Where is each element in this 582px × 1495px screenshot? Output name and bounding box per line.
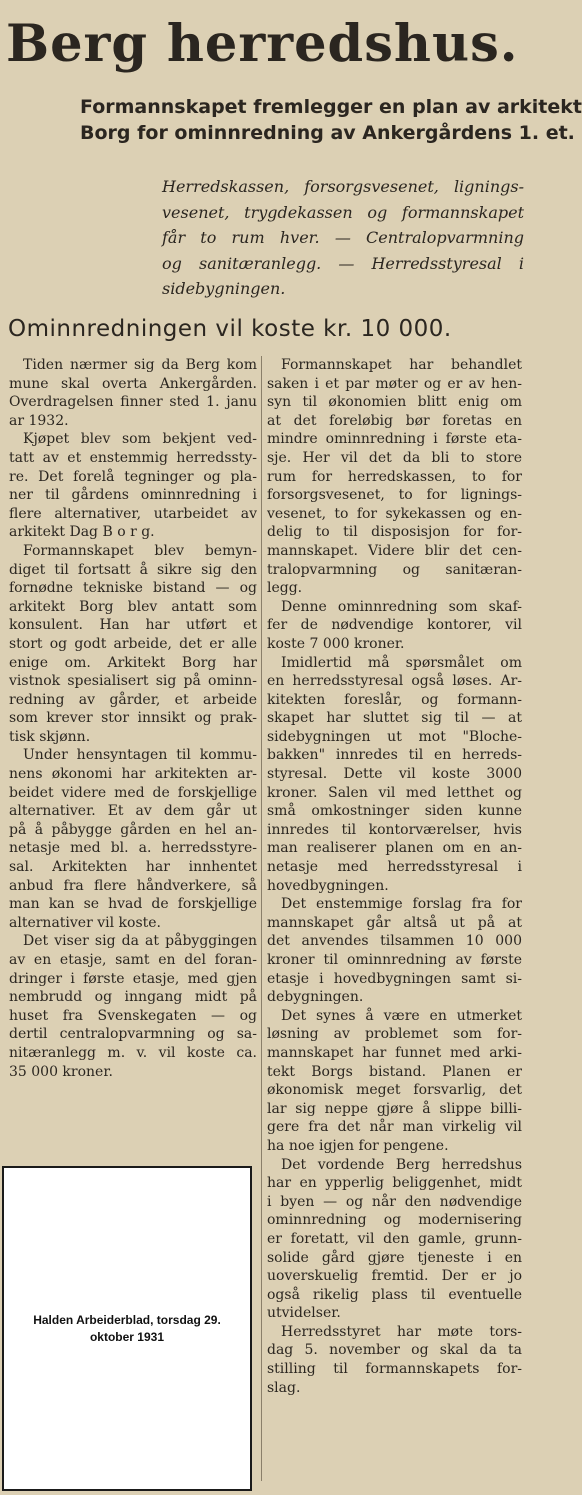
article-line: huset fra Svenskegaten — og: [9, 1007, 257, 1024]
article-line: slag.: [267, 1379, 301, 1396]
article-line: har en ypperlig beliggenhet, midt: [267, 1175, 522, 1192]
article-line: Det synes å være en utmerket: [281, 1007, 522, 1024]
article-line: mannskapet har funnet med arki-: [267, 1044, 522, 1061]
article-line: man realiserer planen om en an-: [267, 840, 522, 857]
article-line: ar 1932.: [9, 412, 69, 429]
article-line: forsorgsvesenet, to for lignings-: [267, 487, 522, 504]
article-line: arkitekt Dag B o r g.: [9, 524, 155, 541]
source-caption-box: [2, 1166, 252, 1491]
article-line: kitekten foreslår, og formann-: [267, 691, 522, 708]
article-line: koste 7 000 kroner.: [267, 635, 405, 652]
article-line: hovedbygningen.: [267, 877, 389, 894]
article-line: økonomisk meget forsvarlig, det: [267, 1082, 522, 1099]
column-divider: [261, 356, 262, 1481]
article-line: Imidlertid må spørsmålet om: [281, 654, 522, 671]
article-line: syn til økonomien blitt enig om: [267, 394, 522, 411]
intro-line: Herredskassen, forsorgsvesenet, lignings-: [162, 177, 524, 196]
article-line: nembrudd og inngang midt på: [9, 989, 257, 1006]
source-caption: Halden Arbeiderblad, torsdag 29. oktober 1931: [33, 1312, 221, 1344]
article-line: alternativer. Et av dem går ut: [9, 803, 257, 820]
article-line: Herredsstyret har møte tors-: [281, 1323, 522, 1340]
intro-line: og sanitæranlegg. — Herredsstyresal i: [162, 253, 524, 273]
article-line: dag 5. november og skal da ta: [267, 1342, 522, 1359]
article-line: fornødne tekniske bistand — og: [9, 580, 257, 597]
article-line: kroner til ominnredning av første: [267, 952, 522, 968]
article-line: Denne ominnredning som skaf-: [281, 598, 522, 615]
article-line: man kan se hvad de forskjellige: [9, 896, 257, 913]
article-line: diget til fortsatt å sikre sig den: [9, 561, 257, 578]
article-line: Det viser sig da at påbyggingen: [23, 933, 257, 950]
article-line: flere alternativer, utarbeidet av: [9, 505, 257, 522]
article-line: anbud fra flere håndverkere, så: [9, 877, 257, 894]
sub-headline-line: Borg for ominnredning av Ankergårdens 1. et.: [80, 122, 575, 144]
intro-line: vesenet, trygdekassen og formannskapet: [162, 202, 524, 222]
article-line: løsning av problemet som for-: [267, 1026, 522, 1043]
intro-line: sidebygningen.: [162, 279, 286, 298]
article-line: 35 000 kroner.: [9, 1063, 113, 1080]
article-line: vesenet, to for sykekassen og en-: [267, 505, 522, 522]
article-line: netasje med bl. a. herredsstyre-: [9, 840, 257, 857]
article-line: arkitekt Borg blev antatt som: [9, 598, 257, 615]
article-line: sal. Arkitekten har innhentet: [9, 859, 257, 876]
article-line: er foretatt, vil den gamle, grunn-: [267, 1230, 522, 1247]
article-line: ominnredning og modernisering: [267, 1212, 522, 1229]
article-line: etasje i hovedbygningen samt si-: [267, 970, 522, 987]
article-line: uoverskuelig fremtid. Der er jo: [267, 1268, 522, 1285]
article-line: mindre ominnredning i første eta-: [267, 431, 522, 448]
article-line: solide gård gjøre tjeneste i en: [267, 1249, 522, 1266]
article-line: dertil centralopvarmning og sa-: [9, 1026, 257, 1043]
article-line: tatt av et enstemmig herredssty-: [9, 449, 257, 466]
article-line: innredes til kontorværelser, hvis: [267, 821, 522, 838]
article-line: som krever stor innsikt og prak-: [9, 710, 257, 727]
article-line: i byen — og når den nødvendige: [267, 1193, 522, 1210]
article-line: av en etasje, samt en del foran-: [9, 952, 257, 968]
article-line: Det enstemmige forslag fra for: [281, 896, 522, 913]
article-line: Under hensyntagen til kommu-: [23, 747, 257, 764]
article-line: Formannskapet blev bemyn-: [23, 542, 257, 559]
article-line: sidebygningen ut mot "Bloche-: [267, 728, 522, 745]
article-column-right: [267, 356, 522, 1397]
article-line: utvidelser.: [267, 1305, 341, 1322]
article-line: lar sig neppe gjøre å slippe billi-: [267, 1100, 522, 1117]
article-line: små omkostninger siden kunne: [267, 803, 522, 820]
article-line: ha noe igjen for pengene.: [267, 1137, 449, 1154]
article-line: styresal. Dette vil koste 3000: [267, 766, 522, 783]
article-line: bakken" innredes til en herreds-: [267, 747, 522, 764]
article-line: re. Det forelå tegninger og pla-: [9, 468, 257, 485]
article-line: vistnok spesialisert sig på ominn-: [9, 673, 257, 690]
article-line: saken i et par møter og er av hen-: [267, 375, 522, 392]
cost-headline: Ominnredningen vil koste kr. 10 000.: [8, 316, 452, 342]
article-line: legg.: [267, 580, 303, 597]
article-column-left: [9, 356, 257, 1081]
article-line: det anvendes tilsammen 10 000: [267, 933, 522, 950]
article-line: Kjøpet blev som bekjent ved-: [23, 431, 257, 448]
article-line: en herredsstyresal også løses. Ar-: [267, 673, 522, 690]
article-line: delig to til disposisjon for for-: [267, 524, 522, 541]
article-line: mannskapet går altså ut på at: [267, 914, 522, 931]
article-line: Formannskapet har behandlet: [281, 357, 522, 373]
article-line: fer de nødvendige kontorer, vil: [267, 617, 522, 634]
article-line: ner til gårdens ominnredning i: [9, 487, 257, 504]
article-line: skapet har sluttet sig til — at: [267, 710, 522, 727]
article-line: Det vordende Berg herredshus: [281, 1156, 522, 1173]
article-line: Overdragelsen finner sted 1. janu: [9, 394, 257, 411]
intro-summary: [162, 174, 524, 302]
sub-headline-line: Formannskapet fremlegger en plan av arkitekt: [80, 96, 582, 118]
sub-headline: [80, 94, 582, 146]
article-line: redning av gårder, et arbeide: [9, 691, 257, 708]
article-line: at det foreløbig bør foretas en: [267, 412, 522, 429]
article-line: konsulent. Han har utført et: [9, 617, 257, 634]
headline: Berg herredshus.: [6, 14, 519, 74]
intro-line: får to rum hver. — Centralopvarmning: [162, 228, 524, 247]
article-line: kroner. Salen vil med letthet og: [267, 784, 522, 801]
article-line: alternativer vil koste.: [9, 914, 162, 931]
article-line: tisk skjønn.: [9, 728, 91, 745]
article-line: dringer i første etasje, med gjen: [9, 970, 257, 987]
article-line: nens økonomi har arkitekten ar-: [9, 766, 257, 783]
article-line: også rikelig plass til eventuelle: [267, 1286, 522, 1303]
article-line: netasje med herredsstyresal i: [267, 859, 522, 876]
article-line: sje. Her vil det da bli to store: [267, 449, 522, 466]
article-line: mannskapet. Videre blir det cen-: [267, 542, 522, 559]
article-line: debygningen.: [267, 989, 364, 1006]
article-line: tralopvarmning og sanitæran-: [267, 561, 522, 578]
article-line: stilling til formannskapets for-: [267, 1361, 522, 1378]
article-line: mune skal overta Ankergården.: [9, 375, 257, 392]
article-line: tekt Borgs bistand. Planen er: [267, 1063, 522, 1080]
article-line: stort og godt arbeide, det er alle: [9, 635, 257, 652]
article-line: nitæranlegg m. v. vil koste ca.: [9, 1044, 257, 1061]
article-line: Tiden nærmer sig da Berg kom: [23, 357, 257, 373]
article-line: rum for herredskassen, to for: [267, 468, 522, 485]
article-line: enige om. Arkitekt Borg har: [9, 654, 257, 671]
article-line: gere fra det når man virkelig vil: [267, 1119, 522, 1136]
article-line: på å påbygge gården en hel an-: [9, 821, 257, 838]
article-line: beidet videre med de forskjellige: [9, 784, 257, 801]
